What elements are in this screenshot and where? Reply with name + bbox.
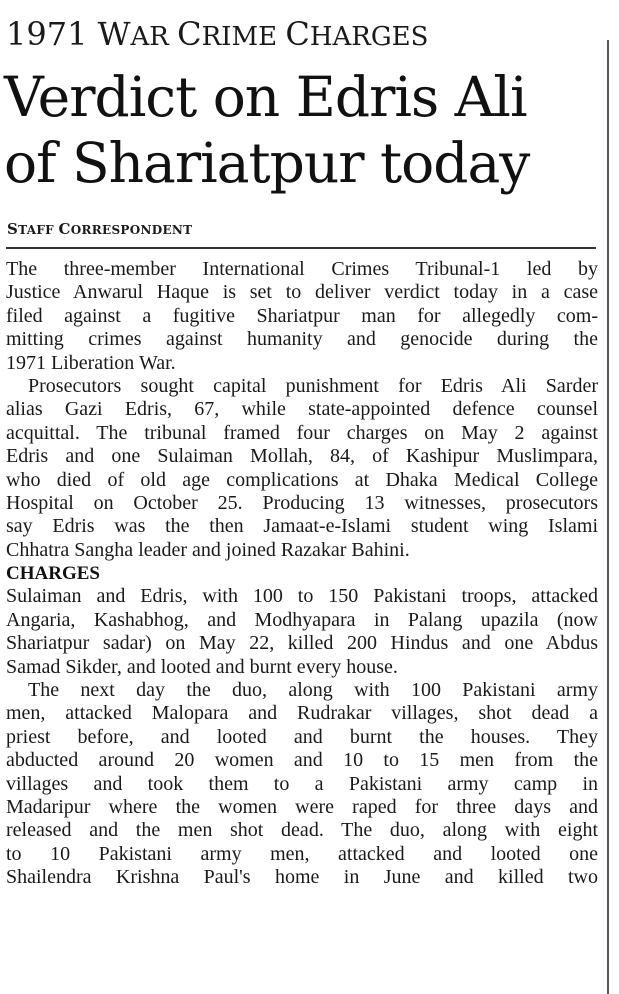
body-line: Edris and one Sulaiman Mollah, 84, of Kashipur Muslimpara, [6,445,598,468]
article-body [6,258,598,890]
byline-part: ORRESPONDENT [70,223,193,237]
kicker-part: AR [130,22,178,52]
kicker-part: 1971 W [6,15,131,53]
body-line: The next day the duo, along with 100 Pakistani army [28,679,598,702]
body-line: Samad Sikder, and looted and burnt every house. [6,655,398,678]
body-line: to 10 Pakistani army men, attacked and looted one [6,842,598,865]
body-line: abducted around 20 women and 10 to 15 men from the [6,749,598,772]
byline-part: S [7,220,19,238]
headline-line: of Shariatpur today [4,131,530,195]
body-line: who died of old age complications at Dhaka Medical College [6,468,598,491]
article-headline [4,64,529,196]
body-line: released and the men shot dead. The duo, along with eight [6,819,598,842]
byline-part: TAFF [18,223,59,237]
body-line: say Edris was the then Jamaat-e-Islami student wing Islami [6,515,598,538]
body-line: mitting crimes against humanity and genocide during the [6,328,598,351]
kicker-part: HARGES [309,22,429,52]
body-line: priest before, and looted and burnt the houses. They [6,725,598,748]
section-subhead: CHARGES [6,563,100,585]
byline-part: C [58,220,71,238]
body-line: acquittal. The tribunal framed four charges on May 2 against [6,421,598,444]
body-line: Sulaiman and Edris, with 100 to 150 Pakistani troops, attacked [6,585,598,608]
body-line: Madaripur where the women were raped for three days and [6,795,598,818]
body-line: men, attacked Malopara and Rudrakar villages, shot dead a [6,702,598,725]
body-line: filed against a fugitive Shariatpur man for allegedly com- [6,304,598,327]
body-line: Justice Anwarul Haque is set to deliver verdict today in a case [6,281,598,304]
byline-divider [6,247,596,249]
kicker-part: C [285,15,310,53]
headline-line: Verdict on Edris Ali [4,65,527,129]
kicker-part: C [177,15,202,53]
article-kicker [6,14,428,57]
body-line: The three-member International Crimes Tribunal-1 led by [6,258,598,280]
body-line: Hospital on October 25. Producing 13 witnesses, prosecutors [6,491,598,514]
body-line: Prosecutors sought capital punishment for Edris Ali Sarder [28,374,598,397]
body-line: Angaria, Kashabhog, and Modhyapara in Palang upazila (now [6,608,598,631]
body-line: alias Gazi Edris, 67, while state-appointed defence counsel [6,398,598,421]
body-line: Chhatra Sangha leader and joined Razakar Bahini. [6,538,410,561]
body-line: Shailendra Krishna Paul's home in June and killed two [6,866,598,889]
body-line: villages and took them to a Pakistani army camp in [6,772,598,795]
article-byline [7,218,192,241]
body-line: 1971 Liberation War. [6,351,176,374]
body-line: Shariatpur sadar) on May 22, killed 200 Hindus and one Abdus [6,632,598,655]
kicker-part: RIME [201,22,286,52]
column-divider [607,40,609,994]
